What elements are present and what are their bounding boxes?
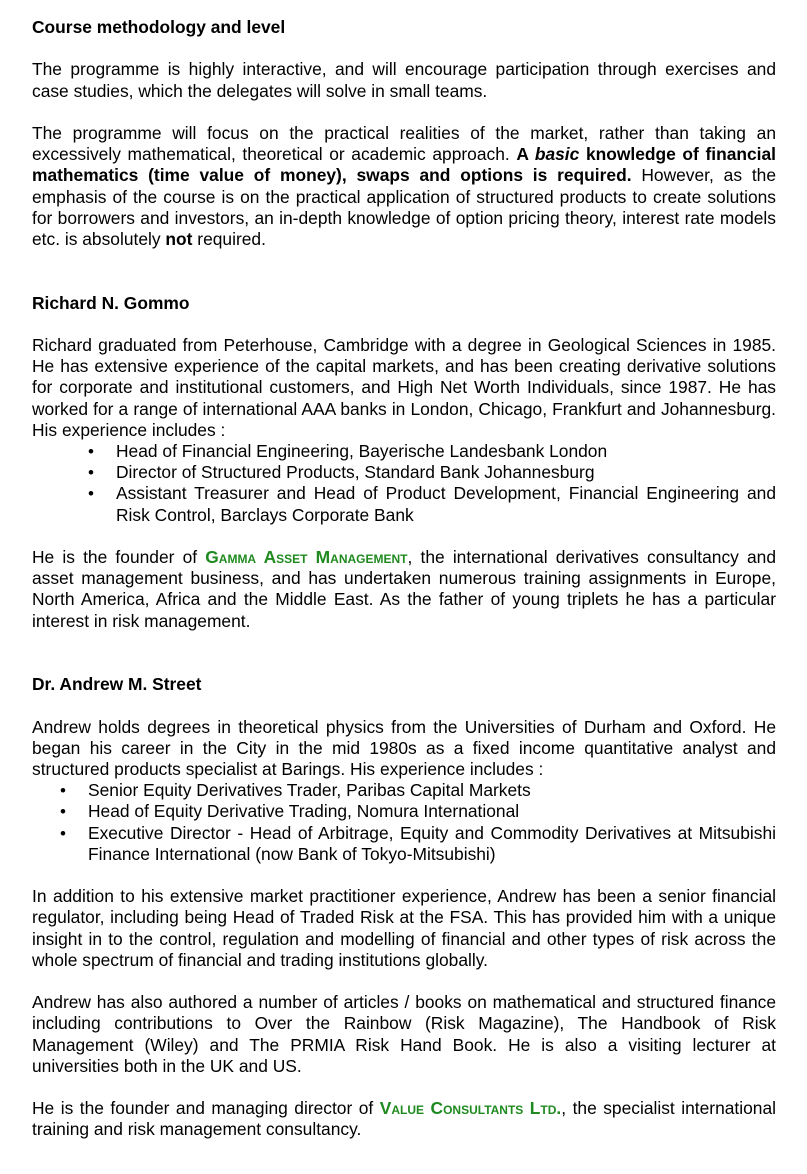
list-item: • Head of Financial Engineering, Bayerische Landesbank London	[88, 440, 608, 461]
andrew-founder-paragraph: He is the founder and managing director of Value Consultants Ltd., the specialist international training and risk management consultancy.	[32, 1098, 777, 1140]
list-item: • Assistant Treasurer and Head of Product Development, Financial Engineering and Risk Control, Barclays Corporate Bank	[88, 483, 776, 525]
richard-founder-paragraph: He is the founder of Gamma Asset Management, the international derivatives consultancy and asset management business, and has undertaken numerous training assignments in Europe, North America, Africa and the Middle East. As the father of young triplets he has a particular interest in risk management.	[32, 546, 777, 631]
richard-bio: Richard graduated from Peterhouse, Cambridge with a degree in Geological Sciences in 1985. He has extensive experience of the capital markets, and has been creating derivative solutions for corporate and institutional customers, and High Net Worth Individuals, since 1987. He has worked for a range of international AAA banks in London, Chicago, Frankfurt and Johannesburg. His experience includes :	[32, 334, 776, 440]
list-item: • Executive Director - Head of Arbitrage, Equity and Commodity Derivatives at Mitsubishi Finance International (now Bank of Tokyo-Mitsubishi)	[60, 822, 776, 864]
bullet-icon: •	[60, 802, 66, 822]
andrew-author-paragraph: Andrew has also authored a number of articles / books on mathematical and structured finance including contributions to Over the Rainbow (Risk Magazine), The Handbook of Risk Management (Wiley) and The PRMIA Risk Hand Book. He is also a visiting lecturer at universities both in the UK and US.	[32, 992, 776, 1076]
andrew-experience-list	[32, 780, 776, 865]
richard-gommo-section	[32, 293, 776, 632]
company-name-value-consultants: Value Consultants Ltd.	[379, 1098, 562, 1119]
bullet-icon: •	[60, 823, 66, 843]
course-paragraph-interactive: The programme is highly interactive, and will encourage participation through exercises and case studies, which the delegates will solve in small teams.	[32, 59, 776, 101]
course-paragraph-focus: The programme will focus on the practical realities of the market, rather than taking an excessively mathematical, theoretical or academic approach. A basic knowledge of financial mathematics (time value of money), swaps and options is required. However, as the emphasis of the course is on the practical application of structured products to create solutions for borrowers and investors, an in-depth knowledge of option pricing theory, interest rate models etc. is absolutely not required.	[32, 122, 777, 249]
section-heading: Course methodology and level	[32, 17, 286, 37]
andrew-regulator-paragraph: In addition to his extensive market practitioner experience, Andrew has been a senior financial regulator, including being Head of Traded Risk at the FSA. This has provided him with a unique insight in to the control, regulation and modelling of financial and other types of risk across the whole spectrum of financial and trading institutions globally.	[32, 886, 776, 970]
section-heading: Richard N. Gommo	[32, 292, 190, 313]
list-item: • Head of Equity Derivative Trading, Nomura International	[60, 801, 520, 822]
company-name-gamma: Gamma Asset Management	[205, 546, 408, 567]
bullet-icon: •	[60, 781, 66, 801]
richard-experience-list	[32, 441, 776, 526]
list-item: • Senior Equity Derivatives Trader, Paribas Capital Markets	[60, 780, 531, 801]
bullet-icon: •	[88, 441, 94, 461]
bullet-icon: •	[88, 484, 94, 504]
andrew-bio: Andrew holds degrees in theoretical physics from the Universities of Durham and Oxford. He began his career in the City in the mid 1980s as a fixed income quantitative analyst and structured products specialist at Barings. His experience includes :	[32, 716, 776, 779]
bullet-icon: •	[88, 463, 94, 483]
andrew-street-section	[32, 674, 776, 1140]
list-item: • Director of Structured Products, Standard Bank Johannesburg	[88, 462, 595, 483]
course-methodology-section	[32, 17, 776, 250]
section-heading: Dr. Andrew M. Street	[32, 674, 202, 695]
